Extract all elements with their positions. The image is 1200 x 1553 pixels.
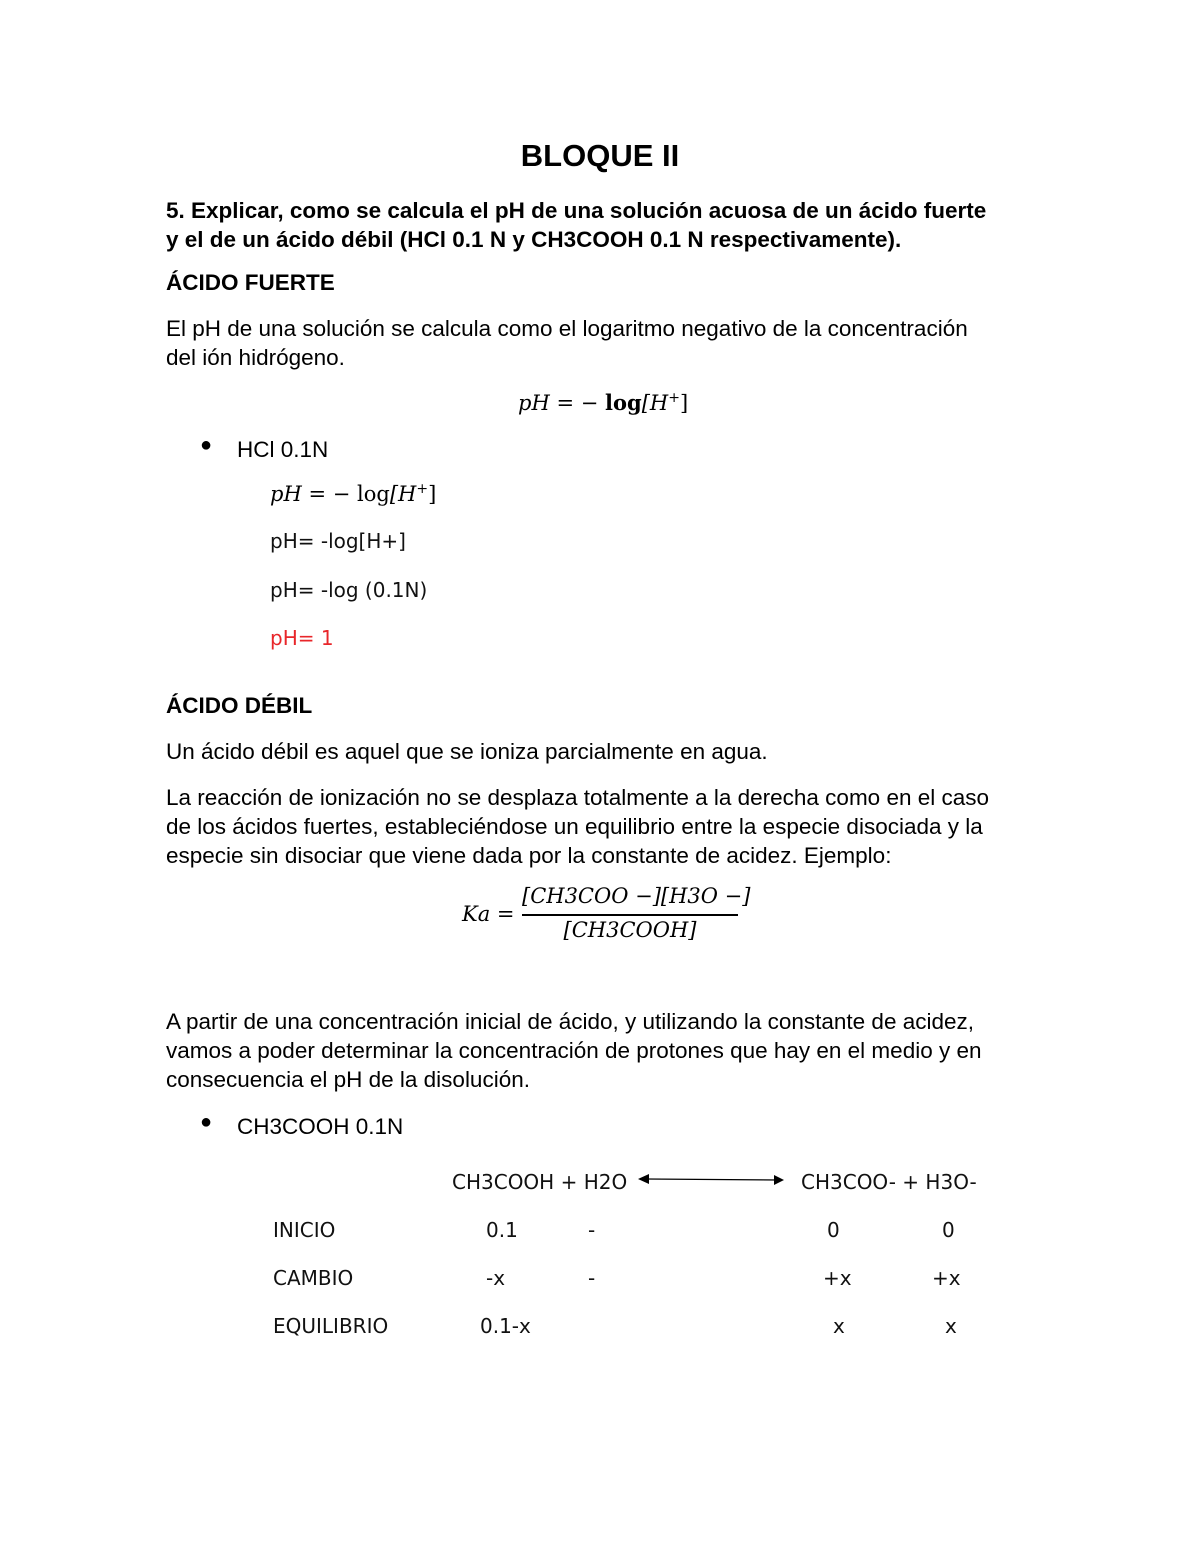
cell-inicio-h3o: 0 — [942, 1218, 955, 1242]
row-label-inicio: INICIO — [273, 1218, 336, 1242]
weak-acid-heading: ÁCIDO DÉBIL — [166, 693, 313, 718]
cell-inicio-h2o: - — [588, 1218, 596, 1242]
strong-acid-paragraph-line-1: El pH de una solución se calcula como el logaritmo negativo de la concentración — [166, 316, 968, 341]
reaction-products: CH3COO- + H3O- — [801, 1170, 977, 1194]
question-line-1: 5. Explicar, como se calcula el pH de una solución acuosa de un ácido fuerte — [166, 198, 987, 223]
row-label-cambio: CAMBIO — [273, 1266, 354, 1290]
cell-cambio-h3o: +x — [932, 1266, 961, 1290]
weak-acid-paragraph-2-line-1: La reacción de ionización no se desplaza totalmente a la derecha como en el caso — [166, 785, 990, 810]
ka-fraction-bar — [522, 914, 738, 916]
cell-equilibrio-ch3cooh: 0.1-x — [480, 1314, 531, 1338]
equilibrium-arrow-icon — [638, 1170, 788, 1190]
reaction-reactants: CH3COOH + H2O — [452, 1170, 628, 1194]
cell-cambio-ch3coo: +x — [823, 1266, 852, 1290]
ka-denominator: [CH3COOH] — [563, 918, 697, 942]
cell-equilibrio-ch3coo: x — [833, 1314, 845, 1338]
row-label-equilibrio: EQUILIBRIO — [273, 1314, 389, 1338]
cell-inicio-ch3cooh: 0.1 — [486, 1218, 518, 1242]
hcl-step-1-formula: pH = − log[H+] — [270, 481, 437, 506]
ka-numerator: [CH3COO −][H3O −] — [522, 884, 751, 908]
strong-acid-paragraph-line-2: del ión hidrógeno. — [166, 345, 345, 370]
bullet-ch3cooh: CH3COOH 0.1N — [237, 1114, 404, 1139]
bullet-dot-icon: ● — [200, 434, 213, 456]
ph-formula: pH = − log[H+] — [518, 390, 689, 415]
bullet-hcl: HCl 0.1N — [237, 437, 329, 462]
question-line-2: y el de un ácido débil (HCl 0.1 N y CH3COOH 0.1 N respectivamente). — [166, 227, 902, 252]
weak-acid-paragraph-2-line-3: especie sin disociar que viene dada por la constante de acidez. Ejemplo: — [166, 843, 892, 868]
weak-acid-paragraph-3-line-3: consecuencia el pH de la disolución. — [166, 1067, 530, 1092]
hcl-result: pH= 1 — [270, 626, 334, 650]
weak-acid-paragraph-3-line-1: A partir de una concentración inicial de ácido, y utilizando la constante de acidez, — [166, 1009, 975, 1034]
cell-inicio-ch3coo: 0 — [827, 1218, 840, 1242]
strong-acid-heading: ÁCIDO FUERTE — [166, 270, 335, 295]
weak-acid-paragraph-3-line-2: vamos a poder determinar la concentración de protones que hay en el medio y en — [166, 1038, 982, 1063]
page-title: BLOQUE II — [520, 138, 680, 173]
bullet-dot-icon: ● — [200, 1111, 213, 1133]
cell-cambio-ch3cooh: -x — [486, 1266, 506, 1290]
cell-equilibrio-h3o: x — [945, 1314, 957, 1338]
hcl-step-3: pH= -log (0.1N) — [270, 578, 428, 602]
ka-lhs: Ka = — [462, 902, 515, 926]
weak-acid-paragraph-1: Un ácido débil es aquel que se ioniza parcialmente en agua. — [166, 739, 768, 764]
cell-cambio-h2o: - — [588, 1266, 596, 1290]
weak-acid-paragraph-2-line-2: de los ácidos fuertes, estableciéndose un equilibrio entre la especie disociada y la — [166, 814, 983, 839]
hcl-step-2: pH= -log[H+] — [270, 529, 406, 553]
